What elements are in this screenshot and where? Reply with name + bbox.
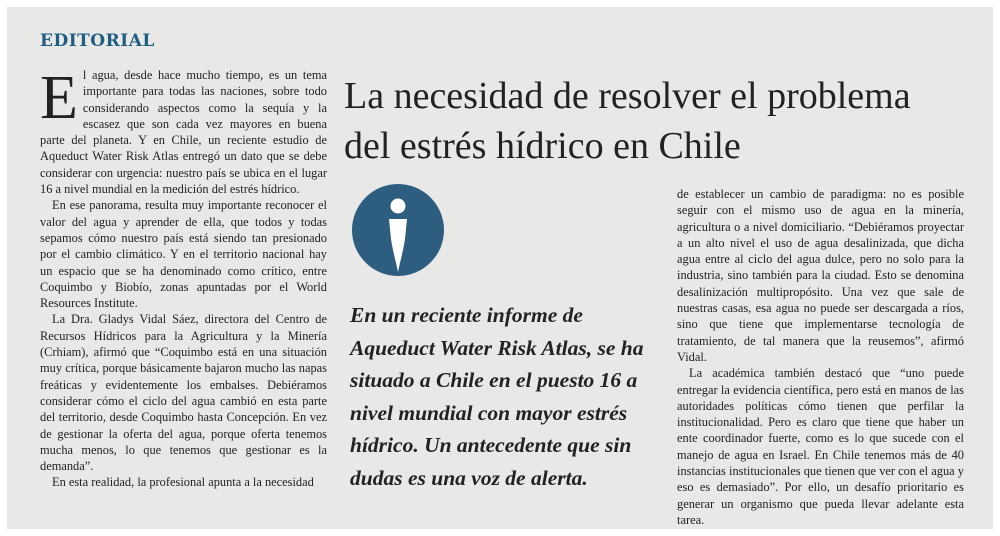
column-left [40,64,327,491]
info-water-drop-icon [352,184,444,276]
headline: La necesidad de resolver el problema del estrés hídrico en Chile [344,75,911,167]
paragraph-1 [40,64,327,197]
column-right [677,186,964,528]
paragraph-2: En ese panorama, resulta muy importante reconocer el valor del agua y aprender de ella, que todos y todas sepamos cómo nuestro país está siendo tan presionado por el cambio climático. Y en el territorio nacional hay un espacio que se ha denominado como crítico, entre Coquimbo y Biobío, zonas apuntadas por el World Resources Institute. [40,198,327,311]
drop-cap: E [40,64,78,132]
paragraph-4: En esta realidad, la profesional apunta a la necesidad [52,475,314,490]
pull-quote: En un reciente informe de Aqueduct Water Risk Atlas, se ha situado a Chile en el puesto 16 a nivel mundial con mayor estrés hídrico. Un antecedente que sin dudas es una voz de alerta. [350,303,644,490]
paragraph-6: La académica también destacó que “uno puede entregar la evidencia científica, pero está en manos de las autoridades políticas cómo tienen que perfilar la institucionalidad. Pero es claro que tiene que haber un ente coordinador fuerte, como es lo que sucede con el manejo de agua en Israel. En Chile tenemos más de 40 instancias institucionales que tienen que ver con el agua y eso es demasiado”. Por ello, un desafío prioritario es generar un organismo que pueda llevar adelante esta tarea. [677,366,964,527]
paragraph-5: de establecer un cambio de paradigma: no es posible seguir con el mismo uso de agua en la minería, agricultura o a nivel domiciliario. “Debiéramos proyectar a un alto nivel el uso de agua desalinizada, que dicha agua entre al ciclo del agua dulce, pero no solo para la industria, sino también para la ciudad. Esto se denomina desalinización multipropósito. Una vez que sale de nuestras casas, esa agua no puede ser descargada a ríos, sino que tiene que implementarse tecnología de tratamiento, de tal manera que la reusemos”, afirmó Vidal. [677,187,964,364]
section-label: EDITORIAL [40,31,155,51]
editorial-page [7,7,993,529]
paragraph-1-text: l agua, desde hace mucho tiempo, es un tema importante para todas las naciones, sobre todo considerando aspectos como la sequía y la escasez que son cada vez mayores en buena parte del planeta. Y en Chile, un reciente estudio de Aqueduct Water Risk Atlas entregó un dato que se debe considerar con urgencia: nuestro país se ubica en el lugar 16 a nivel mundial en la medición del estrés hídrico. [40,68,327,197]
paragraph-3: La Dra. Gladys Vidal Sáez, directora del Centro de Recursos Hídricos para la Agricultura y la Minería (Crhiam), afirmó que “Coquimbo está en una situación muy crítica, porque básicamente bajaron mucho las napas freáticas y evidentemente los embalses. Debiéramos considerar cómo el ciclo del agua cambió en esta parte del territorio, desde Coquimbo hasta Concepción. En vez de gestionar la oferta del agua, porque oferta tenemos mucha menos, lo que tenemos que gestionar es la demanda”. [40,312,327,474]
